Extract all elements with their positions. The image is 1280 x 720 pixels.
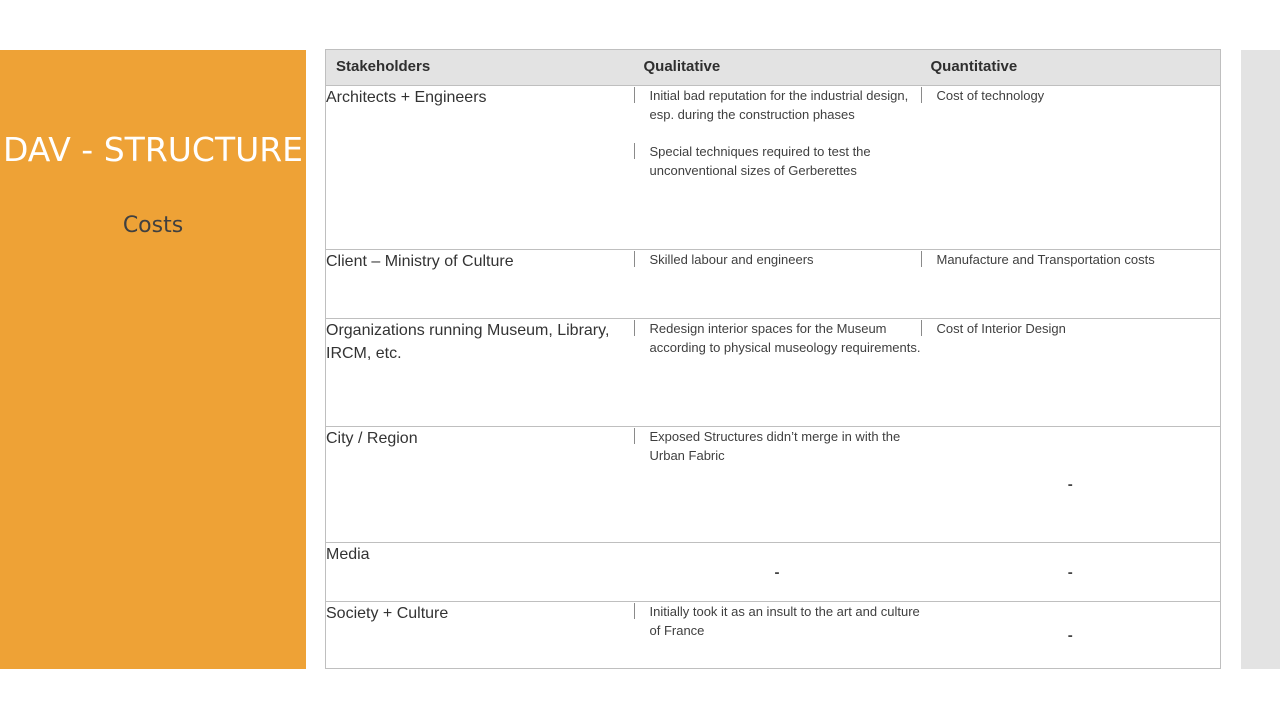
bullet-text: Manufacture and Transportation costs xyxy=(936,252,1155,267)
table-header-row xyxy=(326,50,1221,86)
header-quantitative: Quantitative xyxy=(921,50,1221,86)
bullet-bar-icon xyxy=(634,87,635,103)
qualitative-cell xyxy=(634,543,921,602)
slide-title: DAV - STRUCTURE xyxy=(2,130,304,169)
empty-dash: - xyxy=(1067,626,1073,644)
bullet-text: Exposed Structures didn’t merge in with the Urban Fabric xyxy=(649,429,901,463)
qualitative-cell xyxy=(634,319,921,427)
bullet-bar-icon xyxy=(634,143,635,159)
bullet-text: Initial bad reputation for the industrial design, esp. during the construction phases xyxy=(649,88,909,122)
bullet-text: Redesign interior spaces for the Museum according to physical museology requirements. xyxy=(649,321,921,355)
costs-table xyxy=(325,49,1221,669)
table-row xyxy=(326,250,1221,319)
stakeholder-cell: Media xyxy=(326,543,634,602)
quantitative-cell xyxy=(921,319,1221,427)
bullet-text: Skilled labour and engineers xyxy=(649,252,814,267)
bullet-bar-icon xyxy=(921,87,922,103)
empty-dash: - xyxy=(1067,476,1073,493)
quantitative-cell xyxy=(921,250,1221,319)
bullet-item xyxy=(634,319,921,357)
qualitative-cell xyxy=(634,250,921,319)
qualitative-cell xyxy=(634,427,921,543)
quantitative-cell xyxy=(921,86,1221,250)
bullet-item xyxy=(921,319,1221,338)
header-stakeholders: Stakeholders xyxy=(326,50,634,86)
bullet-item xyxy=(921,86,1221,105)
empty-dash: - xyxy=(774,563,780,581)
qualitative-cell xyxy=(634,86,921,250)
header-qualitative: Qualitative xyxy=(634,50,921,86)
bullet-bar-icon xyxy=(634,320,635,336)
table-row xyxy=(326,86,1221,250)
bullet-bar-icon xyxy=(634,603,635,619)
quantitative-cell xyxy=(921,427,1221,543)
bullet-bar-icon xyxy=(921,320,922,336)
bullet-bar-icon xyxy=(921,251,922,267)
stakeholder-cell: Architects + Engineers xyxy=(326,86,634,250)
slide-subtitle: Costs xyxy=(122,213,184,238)
qualitative-cell xyxy=(634,602,921,669)
bullet-item xyxy=(921,250,1221,269)
stakeholder-cell: Society + Culture xyxy=(326,602,634,669)
bullet-item xyxy=(634,142,921,180)
stakeholder-cell: Client – Ministry of Culture xyxy=(326,250,634,319)
side-strip xyxy=(1241,50,1280,669)
table-row xyxy=(326,319,1221,427)
bullet-text: Cost of technology xyxy=(936,88,1045,103)
bullet-item xyxy=(634,86,921,124)
quantitative-cell xyxy=(921,602,1221,669)
bullet-item xyxy=(634,250,921,269)
bullet-text: Special techniques required to test the unconventional sizes of Gerberettes xyxy=(649,144,871,178)
bullet-text: Cost of Interior Design xyxy=(936,321,1066,336)
table-row xyxy=(326,427,1221,543)
empty-dash: - xyxy=(1067,563,1073,581)
stakeholder-cell: Organizations running Museum, Library, IRCM, etc. xyxy=(326,319,634,427)
bullet-bar-icon xyxy=(634,251,635,267)
bullet-item xyxy=(634,427,921,465)
quantitative-cell xyxy=(921,543,1221,602)
bullet-item xyxy=(634,602,921,640)
bullet-bar-icon xyxy=(634,428,635,444)
table-row xyxy=(326,602,1221,669)
table-row xyxy=(326,543,1221,602)
stakeholder-cell: City / Region xyxy=(326,427,634,543)
bullet-text: Initially took it as an insult to the art and culture of France xyxy=(649,604,920,638)
